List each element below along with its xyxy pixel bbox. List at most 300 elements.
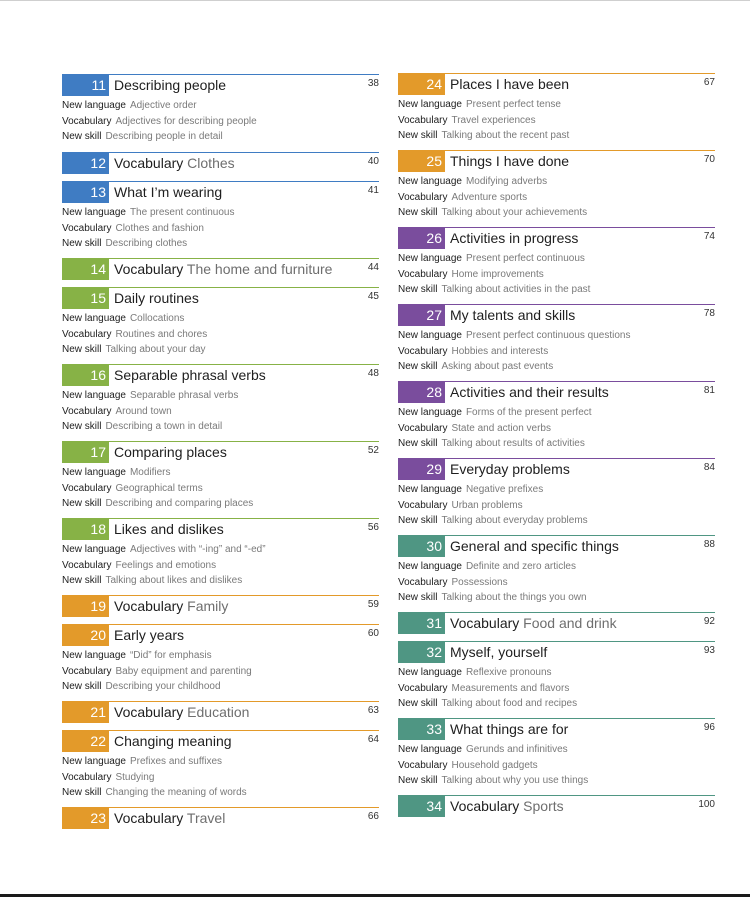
detail-label: New skill <box>398 284 438 295</box>
detail-label: Vocabulary <box>398 114 448 126</box>
page-number: 84 <box>703 462 715 473</box>
entry-detail-row <box>398 421 715 437</box>
detail-label: New skill <box>62 681 102 692</box>
detail-value: Talking about why you use things <box>441 775 589 786</box>
unit-keyword: Vocabulary <box>114 598 184 614</box>
unit-title-text: Comparing places <box>114 444 227 460</box>
entry-detail-row <box>62 558 379 574</box>
unit-title-text: My talents and skills <box>450 307 576 323</box>
unit-title <box>450 642 547 663</box>
entry-header <box>398 718 715 741</box>
unit-topic: Clothes <box>187 155 235 171</box>
detail-label: New skill <box>398 592 438 603</box>
unit-topic: Food and drink <box>523 615 617 631</box>
detail-label: New skill <box>62 238 102 249</box>
unit-title <box>450 228 578 249</box>
entry-detail-row <box>398 344 715 360</box>
detail-label: New language <box>62 544 126 555</box>
detail-value: State and action verbs <box>451 422 551 434</box>
unit-number-badge: 15 <box>62 288 109 309</box>
detail-value: Clothes and fashion <box>115 222 204 234</box>
detail-value: Separable phrasal verbs <box>129 390 239 401</box>
entry-header <box>398 641 715 664</box>
entry-detail-row <box>62 236 379 252</box>
unit-title <box>450 305 575 326</box>
detail-label: New language <box>62 756 126 767</box>
contents-entry <box>398 227 715 298</box>
entry-detail-row <box>62 129 379 145</box>
entry-header <box>398 612 715 635</box>
unit-number-badge: 34 <box>398 796 445 817</box>
page-number: 92 <box>703 616 715 627</box>
detail-value: Hobbies and interests <box>451 345 549 357</box>
page-number: 100 <box>698 799 715 810</box>
detail-label: New language <box>398 176 462 187</box>
detail-value: Describing and comparing places <box>105 498 254 509</box>
unit-title-text: Early years <box>114 627 185 643</box>
detail-label: New language <box>398 744 462 755</box>
contents-entry <box>62 701 379 724</box>
unit-title-text: Separable phrasal verbs <box>114 367 266 383</box>
page-number: 38 <box>367 78 379 89</box>
unit-number-badge: 28 <box>398 382 445 403</box>
entry-detail-row <box>62 648 379 664</box>
entry-header <box>62 701 379 724</box>
detail-value: Prefixes and suffixes <box>129 756 223 767</box>
unit-title <box>450 74 569 95</box>
detail-label: Vocabulary <box>398 682 448 694</box>
unit-number-badge: 23 <box>62 808 109 829</box>
page-number: 88 <box>703 539 715 550</box>
detail-value: Baby equipment and parenting <box>115 665 252 677</box>
unit-title-text: Places I have been <box>450 76 570 92</box>
page-number: 44 <box>367 262 379 273</box>
contents-entry <box>62 364 379 435</box>
contents-entry <box>398 718 715 789</box>
detail-value: Urban problems <box>451 499 523 511</box>
entry-detail-row <box>62 327 379 343</box>
unit-title-text: What things are for <box>450 721 569 737</box>
detail-value: Modifiers <box>129 467 171 478</box>
detail-value: Talking about activities in the past <box>441 284 591 295</box>
detail-value: Possessions <box>451 576 508 588</box>
entry-detail-row <box>398 113 715 129</box>
detail-value: Changing the meaning of words <box>105 787 247 798</box>
unit-topic: Travel <box>186 810 226 826</box>
detail-value: Present perfect continuous <box>465 253 585 264</box>
unit-keyword: Vocabulary <box>114 704 184 720</box>
page-number: 45 <box>367 291 379 302</box>
unit-topic: Education <box>187 704 250 720</box>
unit-topic: The home and furniture <box>186 261 333 277</box>
contents-entry <box>62 624 379 695</box>
detail-value: Collocations <box>129 313 185 324</box>
detail-label: New language <box>62 467 126 478</box>
entry-detail-row <box>398 513 715 529</box>
contents-entry <box>62 181 379 252</box>
page-number: 74 <box>703 231 715 242</box>
entry-detail-row <box>398 328 715 344</box>
detail-label: Vocabulary <box>62 482 112 494</box>
entry-header <box>62 287 379 310</box>
detail-value: Talking about likes and dislikes <box>105 575 243 586</box>
contents-entry <box>398 641 715 712</box>
contents-entry <box>62 74 379 145</box>
entry-header <box>398 795 715 818</box>
page-number: 93 <box>703 645 715 656</box>
unit-number-badge: 11 <box>62 75 109 96</box>
entry-detail-row <box>398 405 715 421</box>
detail-value: Around town <box>115 405 172 417</box>
unit-number-badge: 32 <box>398 642 445 663</box>
contents-entry <box>62 152 379 175</box>
entry-detail-row <box>62 573 379 589</box>
entry-detail-row <box>398 665 715 681</box>
detail-value: Adjectives for describing people <box>115 115 257 127</box>
entry-detail-row <box>62 679 379 695</box>
detail-label: New language <box>398 484 462 495</box>
detail-label: Vocabulary <box>62 405 112 417</box>
unit-title <box>114 596 228 617</box>
contents-entry <box>398 73 715 144</box>
detail-label: New skill <box>62 421 102 432</box>
unit-number-badge: 13 <box>62 182 109 203</box>
contents-entry <box>398 458 715 529</box>
entry-detail-row <box>398 758 715 774</box>
entry-header <box>62 807 379 830</box>
contents-entry <box>398 795 715 818</box>
page-top-edge <box>0 0 750 1</box>
entry-header <box>62 74 379 97</box>
unit-keyword: Vocabulary <box>114 261 184 277</box>
entry-detail-row <box>62 664 379 680</box>
unit-title-text: Myself, yourself <box>450 644 548 660</box>
page-number: 59 <box>367 599 379 610</box>
entry-header <box>62 258 379 281</box>
detail-label: New skill <box>62 575 102 586</box>
detail-label: New skill <box>398 698 438 709</box>
entry-detail-row <box>398 359 715 375</box>
detail-label: Vocabulary <box>398 576 448 588</box>
detail-value: Home improvements <box>451 268 544 280</box>
detail-label: New language <box>62 390 126 401</box>
page-number: 40 <box>367 156 379 167</box>
entry-detail-row <box>62 496 379 512</box>
unit-number-badge: 14 <box>62 259 109 280</box>
page-number: 67 <box>703 77 715 88</box>
entry-header <box>62 181 379 204</box>
unit-number-badge: 33 <box>398 719 445 740</box>
detail-value: Negative prefixes <box>465 484 544 495</box>
detail-label: New skill <box>398 775 438 786</box>
detail-label: New skill <box>398 515 438 526</box>
unit-title <box>114 808 225 829</box>
unit-number-badge: 26 <box>398 228 445 249</box>
detail-label: New language <box>398 667 462 678</box>
detail-label: Vocabulary <box>398 268 448 280</box>
unit-title-text: Daily routines <box>114 290 199 306</box>
entry-detail-row <box>62 770 379 786</box>
unit-number-badge: 20 <box>62 625 109 646</box>
unit-topic: Family <box>187 598 229 614</box>
detail-value: Describing a town in detail <box>105 421 223 432</box>
entry-detail-row <box>398 482 715 498</box>
unit-number-badge: 18 <box>62 519 109 540</box>
unit-title <box>114 365 266 386</box>
detail-label: New skill <box>398 207 438 218</box>
contents-entry <box>62 258 379 281</box>
entry-detail-row <box>62 205 379 221</box>
entry-detail-row <box>62 785 379 801</box>
unit-number-badge: 19 <box>62 596 109 617</box>
detail-label: New skill <box>62 344 102 355</box>
unit-title-text: Changing meaning <box>114 733 232 749</box>
entry-detail-row <box>62 754 379 770</box>
unit-title-text: Things I have done <box>450 153 570 169</box>
page-number: 78 <box>703 308 715 319</box>
detail-value: Definite and zero articles <box>465 561 576 572</box>
detail-value: Talking about results of activities <box>441 438 585 449</box>
entry-detail-row <box>62 465 379 481</box>
entry-detail-row <box>62 342 379 358</box>
entry-header <box>62 595 379 618</box>
page-number: 60 <box>367 628 379 639</box>
page-number: 70 <box>703 154 715 165</box>
detail-value: Describing clothes <box>105 238 188 249</box>
entry-detail-row <box>62 114 379 130</box>
detail-value: Talking about your achievements <box>441 207 588 218</box>
unit-number-badge: 12 <box>62 153 109 174</box>
contents-entry <box>62 287 379 358</box>
unit-number-badge: 24 <box>398 74 445 95</box>
detail-label: New language <box>62 100 126 111</box>
detail-label: New skill <box>62 131 102 142</box>
entry-detail-row <box>62 481 379 497</box>
detail-label: New language <box>398 561 462 572</box>
entry-detail-row <box>398 174 715 190</box>
page-number: 63 <box>367 705 379 716</box>
detail-label: New language <box>62 207 126 218</box>
unit-number-badge: 25 <box>398 151 445 172</box>
unit-title-text: General and specific things <box>450 538 619 554</box>
page-number: 96 <box>703 722 715 733</box>
unit-title <box>114 625 184 646</box>
contents-entry <box>398 150 715 221</box>
unit-keyword: Vocabulary <box>114 810 184 826</box>
detail-label: New skill <box>62 498 102 509</box>
unit-title-text: Activities and their results <box>450 384 609 400</box>
entry-detail-row <box>398 773 715 789</box>
detail-label: Vocabulary <box>398 759 448 771</box>
detail-label: New language <box>398 253 462 264</box>
detail-value: Talking about your day <box>105 344 206 355</box>
entry-detail-row <box>62 311 379 327</box>
entry-header <box>398 150 715 173</box>
entry-detail-row <box>398 559 715 575</box>
entry-detail-row <box>398 575 715 591</box>
detail-value: Adjective order <box>129 100 197 111</box>
unit-title-text: Activities in progress <box>450 230 579 246</box>
entry-detail-row <box>62 221 379 237</box>
page-number: 81 <box>703 385 715 396</box>
detail-value: Modifying adverbs <box>465 176 548 187</box>
unit-number-badge: 29 <box>398 459 445 480</box>
unit-number-badge: 17 <box>62 442 109 463</box>
entry-header <box>398 304 715 327</box>
detail-label: New skill <box>398 361 438 372</box>
detail-label: New skill <box>398 438 438 449</box>
unit-number-badge: 31 <box>398 613 445 634</box>
detail-label: Vocabulary <box>62 559 112 571</box>
contents-entry <box>398 381 715 452</box>
page-number: 52 <box>367 445 379 456</box>
unit-title <box>114 519 224 540</box>
unit-number-badge: 30 <box>398 536 445 557</box>
detail-value: Measurements and flavors <box>451 682 570 694</box>
unit-title <box>114 288 199 309</box>
entry-detail-row <box>62 542 379 558</box>
entry-detail-row <box>398 681 715 697</box>
detail-value: Present perfect continuous questions <box>465 330 631 341</box>
detail-label: Vocabulary <box>62 665 112 677</box>
detail-value: Talking about food and recipes <box>441 698 578 709</box>
unit-title <box>450 719 568 740</box>
entry-header <box>62 152 379 175</box>
detail-value: Travel experiences <box>451 114 536 126</box>
detail-label: Vocabulary <box>398 422 448 434</box>
detail-label: New skill <box>398 130 438 141</box>
entry-detail-row <box>62 388 379 404</box>
entry-header <box>398 381 715 404</box>
detail-label: Vocabulary <box>62 222 112 234</box>
detail-value: Geographical terms <box>115 482 203 494</box>
detail-value: Describing your childhood <box>105 681 221 692</box>
entry-header <box>398 73 715 96</box>
unit-title <box>114 182 222 203</box>
entry-header <box>62 518 379 541</box>
detail-value: Talking about the things you own <box>441 592 587 603</box>
page-number: 48 <box>367 368 379 379</box>
page-number: 64 <box>367 734 379 745</box>
entry-detail-row <box>62 404 379 420</box>
unit-title <box>114 702 249 723</box>
detail-value: Studying <box>115 771 155 783</box>
contents-entry <box>398 535 715 606</box>
entry-header <box>398 458 715 481</box>
entry-detail-row <box>398 696 715 712</box>
unit-title <box>450 536 619 557</box>
unit-title <box>450 459 570 480</box>
entry-detail-row <box>398 742 715 758</box>
entry-header <box>62 624 379 647</box>
detail-value: Forms of the present perfect <box>465 407 592 418</box>
detail-value: Present perfect tense <box>465 99 561 110</box>
entry-detail-row <box>398 282 715 298</box>
entry-header <box>398 535 715 558</box>
unit-title-text: Everyday problems <box>450 461 570 477</box>
unit-title <box>114 75 226 96</box>
detail-value: Adventure sports <box>451 191 528 203</box>
page-number: 66 <box>367 811 379 822</box>
detail-value: Routines and chores <box>115 328 208 340</box>
detail-value: Household gadgets <box>451 759 538 771</box>
detail-value: Feelings and emotions <box>115 559 217 571</box>
unit-topic: Sports <box>523 798 564 814</box>
detail-value: “Did” for emphasis <box>129 650 212 661</box>
unit-number-badge: 21 <box>62 702 109 723</box>
detail-label: Vocabulary <box>398 499 448 511</box>
entry-detail-row <box>398 97 715 113</box>
detail-label: New language <box>62 313 126 324</box>
unit-title-text: What I’m wearing <box>114 184 223 200</box>
detail-label: Vocabulary <box>398 191 448 203</box>
detail-value: Adjectives with “-ing” and “-ed” <box>129 544 266 555</box>
contents-entry <box>398 612 715 635</box>
contents-entry <box>398 304 715 375</box>
unit-number-badge: 22 <box>62 731 109 752</box>
entry-header <box>62 730 379 753</box>
contents-entry <box>62 807 379 830</box>
unit-keyword: Vocabulary <box>114 155 184 171</box>
entry-detail-row <box>398 128 715 144</box>
detail-value: Talking about the recent past <box>441 130 570 141</box>
contents-entry <box>62 441 379 512</box>
page-number: 56 <box>367 522 379 533</box>
contents-entry <box>62 730 379 801</box>
unit-title <box>114 259 332 280</box>
detail-value: Talking about everyday problems <box>441 515 588 526</box>
unit-title <box>450 613 617 634</box>
entry-detail-row <box>398 251 715 267</box>
detail-label: New language <box>398 407 462 418</box>
unit-title <box>450 382 609 403</box>
detail-label: Vocabulary <box>62 328 112 340</box>
entry-detail-row <box>398 267 715 283</box>
detail-label: New language <box>398 330 462 341</box>
detail-label: Vocabulary <box>398 345 448 357</box>
page-number: 41 <box>367 185 379 196</box>
entry-detail-row <box>398 498 715 514</box>
unit-keyword: Vocabulary <box>450 798 520 814</box>
detail-value: The present continuous <box>129 207 235 218</box>
unit-title <box>450 796 564 817</box>
entry-detail-row <box>398 190 715 206</box>
unit-title <box>114 442 227 463</box>
unit-title <box>114 731 232 752</box>
entry-header <box>398 227 715 250</box>
entry-header <box>62 364 379 387</box>
unit-title <box>450 151 569 172</box>
detail-label: Vocabulary <box>62 115 112 127</box>
unit-title <box>114 153 235 174</box>
unit-number-badge: 16 <box>62 365 109 386</box>
detail-label: Vocabulary <box>62 771 112 783</box>
detail-value: Asking about past events <box>441 361 554 372</box>
detail-label: New language <box>62 650 126 661</box>
detail-value: Gerunds and infinitives <box>465 744 568 755</box>
entry-detail-row <box>62 98 379 114</box>
detail-label: New skill <box>62 787 102 798</box>
entry-header <box>62 441 379 464</box>
unit-title-text: Describing people <box>114 77 227 93</box>
contents-entry <box>62 518 379 589</box>
detail-label: New language <box>398 99 462 110</box>
entry-detail-row <box>398 205 715 221</box>
entry-detail-row <box>398 436 715 452</box>
unit-number-badge: 27 <box>398 305 445 326</box>
unit-title-text: Likes and dislikes <box>114 521 224 537</box>
entry-detail-row <box>62 419 379 435</box>
